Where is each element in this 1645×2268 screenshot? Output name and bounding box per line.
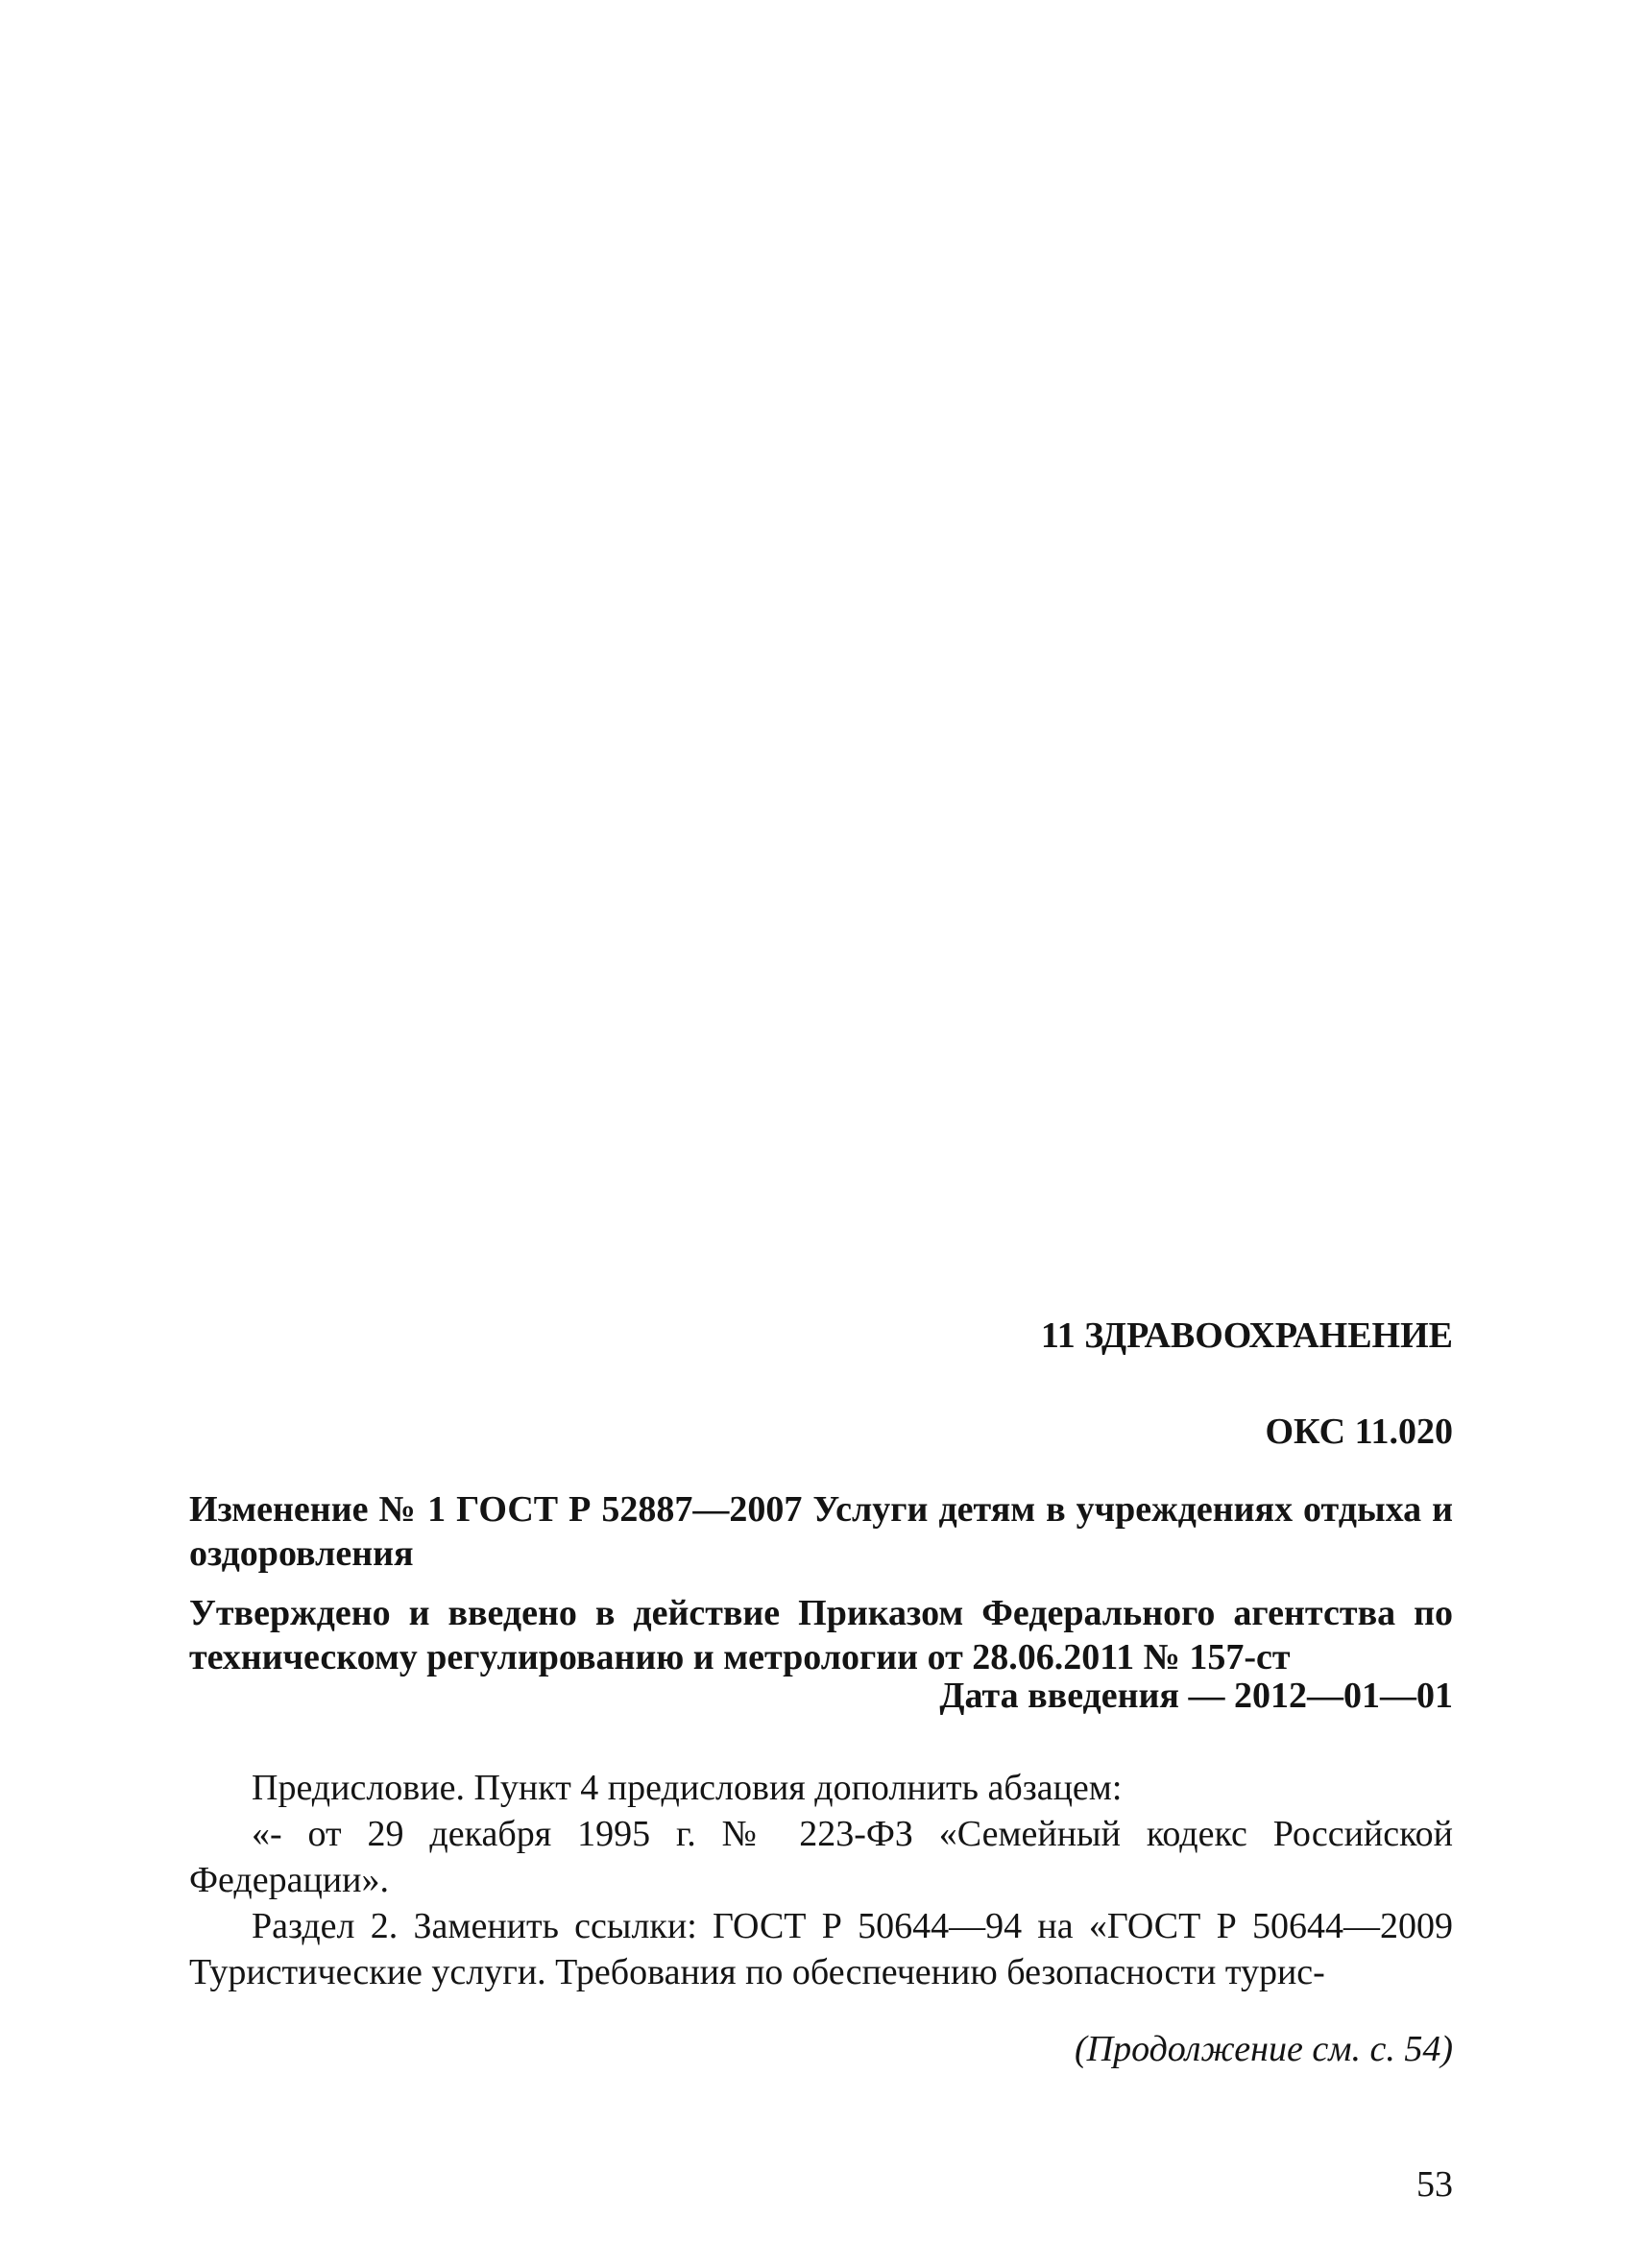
amendment-title: Изменение № 1 ГОСТ Р 52887—2007 Услуги детям в учреждениях отдыха и оздоровления [189,1489,1453,1574]
oks-code: ОКС 11.020 [1265,1411,1453,1452]
introduction-date: Дата введения — 2012—01—01 [939,1676,1453,1716]
page-number: 53 [1416,2164,1453,2205]
paragraph: Раздел 2. Заменить ссылки: ГОСТ Р 50644—94 на «ГОСТ Р 50644—2009 Туристические услуги. Требования по обеспечению безопасности турис- [189,1906,1453,1992]
approval-note: Утверждено и введено в действие Приказом Федерального агентства по техническому регулированию и метрологии от 28.06.2011 № 157-ст [189,1593,1453,1677]
paragraph: Предисловие. Пункт 4 предисловия дополнить абзацем: [252,1768,1123,1808]
body-text [189,1765,1453,1995]
paragraph: «- от 29 декабря 1995 г. № 223-ФЗ «Семейный кодекс Российской Федерации». [189,1814,1453,1900]
section-heading: 11 ЗДРАВООХРАНЕНИЕ [1040,1315,1453,1356]
continuation-note: (Продолжение см. с. 54) [1074,2029,1453,2069]
document-page [189,0,1453,2268]
